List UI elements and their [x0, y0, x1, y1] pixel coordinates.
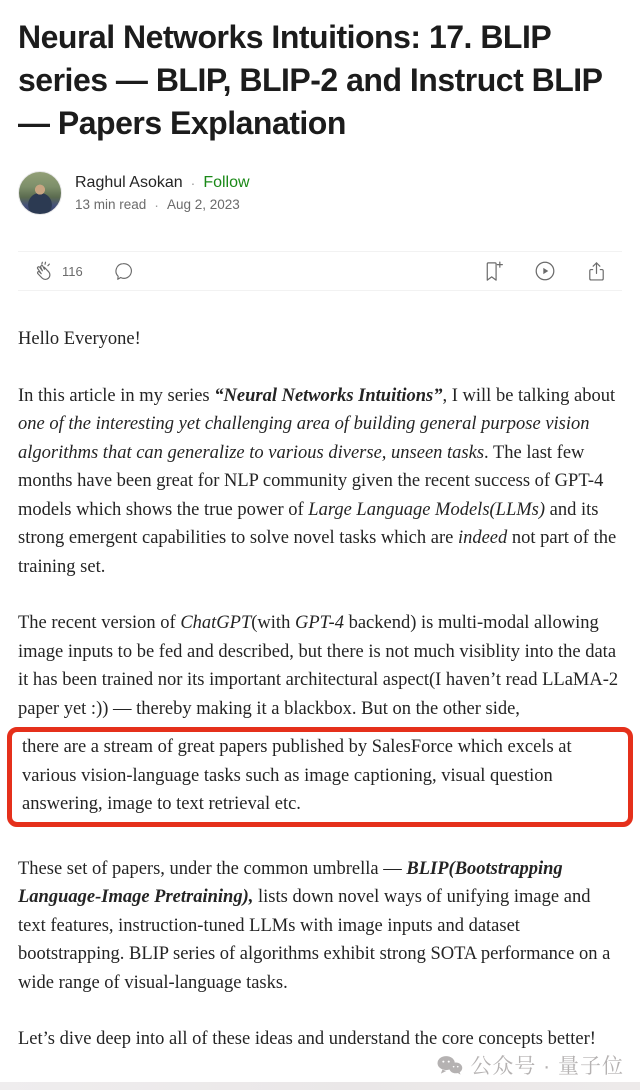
engagement-bar — [18, 251, 622, 291]
play-circle-icon — [533, 259, 557, 283]
separator-dot: · — [154, 196, 159, 213]
article-body — [18, 325, 622, 1054]
paragraph: These set of papers, under the common umbrella — BLIP(Bootstrapping Language-Image Pretraining), lists down novel ways of unifying image and text features, instruction-tuned LLMs with image inputs and dataset bootstrapping. BLIP series of algorithms exhibit strong SOTA performance on a wide range of visual-language tasks. — [18, 858, 611, 993]
separator-dot: · — [190, 174, 196, 191]
author-info — [75, 174, 250, 213]
bottom-edge-strip — [0, 1082, 640, 1090]
share-button[interactable] — [585, 260, 608, 283]
watermark-text: 公众号 · 量子位 — [470, 1055, 624, 1078]
publish-date: Aug 2, 2023 — [166, 197, 240, 212]
bookmark-add-icon — [482, 260, 505, 283]
listen-button[interactable] — [533, 259, 557, 283]
author-name[interactable]: Raghul Asokan — [75, 173, 183, 191]
share-icon — [585, 260, 608, 283]
paragraph: there are a stream of great papers published by SalesForce which excels at various vision-language tasks such as image captioning, visual question answering, image to text retrieval etc. — [22, 737, 572, 814]
bookmark-button[interactable] — [482, 260, 505, 283]
watermark — [436, 1050, 624, 1080]
paragraph: The recent version of ChatGPT(with GPT-4 backend) is multi-modal allowing image inputs to be fed and described, but there is not much visiblity into the data it has been trained nor its important architectural aspect(I haven’t read LLaMA-2 paper yet :)) — thereby making it a blackbox. But on the other side, — [18, 613, 619, 719]
red-annotation-box — [7, 727, 633, 827]
avatar[interactable] — [18, 171, 62, 215]
clap-count: 116 — [62, 263, 83, 279]
page-title: Neural Networks Intuitions: 17. BLIP series — BLIP, BLIP-2 and Instruct BLIP— Papers Explanation — [18, 19, 603, 141]
paragraph: Hello Everyone! — [18, 329, 141, 349]
author-section — [18, 171, 622, 215]
clap-button[interactable] — [32, 260, 83, 283]
wechat-icon — [436, 1054, 463, 1077]
clap-icon — [32, 260, 55, 283]
comment-icon — [113, 260, 135, 282]
comment-button[interactable] — [113, 260, 135, 282]
paragraph: In this article in my series “Neural Networks Intuitions”, I will be talking about one of the interesting yet challenging area of building general purpose vision algorithms that can generalize to various diverse, unseen tasks. The last few months have been great for NLP community given the recent success of GPT-4 models which shows the true power of Large Language Models(LLMs) and its strong emergent capabilities to solve novel tasks which are indeed not part of the training set. — [18, 385, 617, 577]
paragraph: Let’s dive deep into all of these ideas and understand the core concepts better! — [18, 1029, 596, 1049]
follow-button[interactable]: Follow — [203, 173, 250, 191]
read-time: 13 min read — [75, 197, 147, 212]
